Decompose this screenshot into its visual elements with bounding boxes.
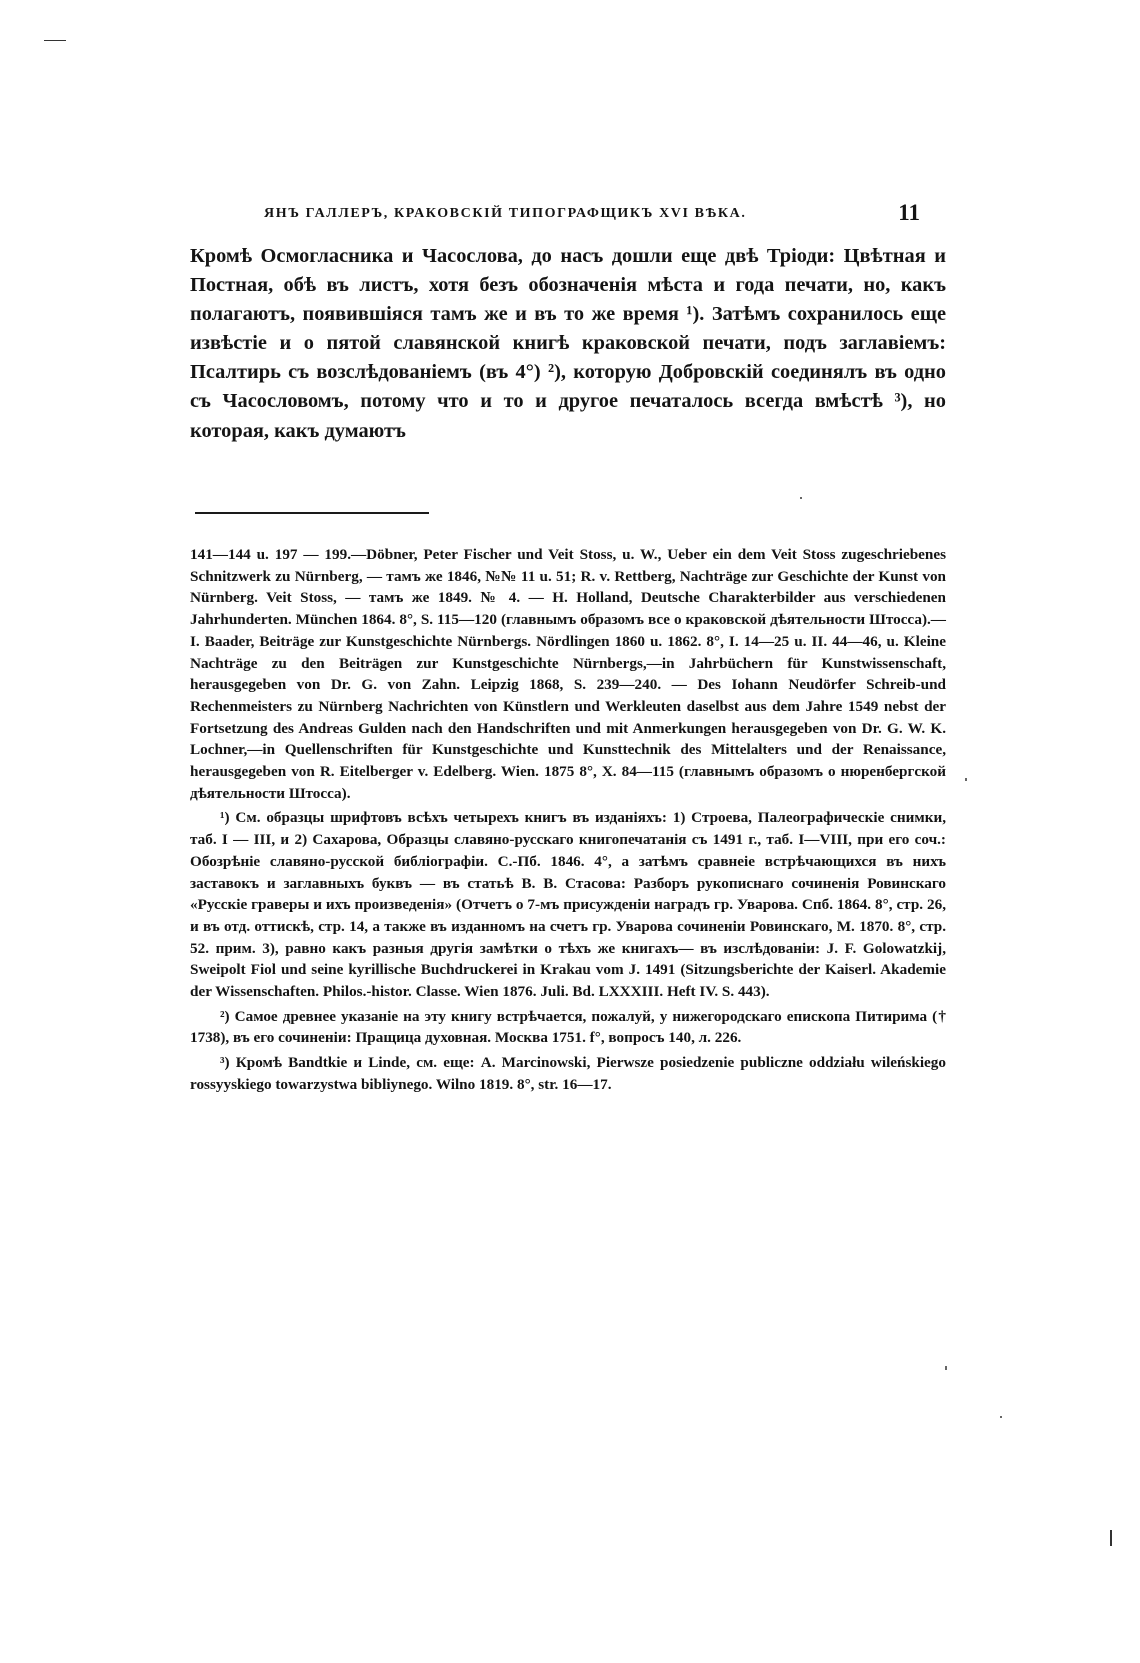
scan-edge-mark [1110,1530,1112,1546]
body-paragraph: Кромѣ Осмогласника и Часослова, до насъ дошли еще двѣ Тріоди: Цвѣтная и Постная, обѣ въ листъ, хотя безъ обозначенія мѣста и года печати, но, какъ полагаютъ, появившіяся тамъ же и въ то же время ¹). Затѣмъ сохранилось еще извѣстіе и о пятой славянской книгѣ краковской печати, подъ заглавіемъ: Псалтирь съ возслѣдованіемъ (въ 4°) ²), которую Добровскій соединялъ въ одно съ Часословомъ, потому что и то и другое печаталось всегда вмѣстѣ ³), но которая, какъ думаютъ [190,245,946,442]
footnotes [190,544,946,1096]
footnote-2: ²) Самое древнее указаніе на эту книгу встрѣчается, пожалуй, у нижегородскаго епископа Питирима († 1738), въ его сочиненіи: Пращица духовная. Москва 1751. f°, вопросъ 140, л. 226. [190,1007,946,1047]
scan-speck [945,1366,947,1370]
scan-speck [965,778,967,781]
running-title: ЯНЪ ГАЛЛЕРЪ, КРАКОВСКІЙ ТИПОГРАФЩИКЪ XVI ВѢКА. [264,206,747,221]
footnote-divider [195,512,429,514]
scan-speck [1000,1416,1002,1418]
scan-edge-mark [44,40,66,41]
page-header [190,200,946,230]
page-number: 11 [898,200,920,225]
footnote-3: ³) Кромѣ Bandtkie и Linde, см. еще: A. Marcinowski, Pierwsze posiedzenie publiczne oddziału wileńskiego rossyyskiego towarzystwa bibliynego. Wilno 1819. 8°, str. 16—17. [190,1054,946,1093]
footnote-1: ¹) См. образцы шрифтовъ всѣхъ четырехъ книгъ въ изданіяхъ: 1) Строева, Палеографическіе снимки, таб. I — III, и 2) Сахарова, Образцы славяно-русскаго книгопечатанія съ 1491 г., таб. I—VIII, при его соч.: Обозрѣніе славяно-русской библіографіи. С.-Пб. 1846. 4°, а затѣмъ сравнеіе встрѣчающихся въ нихъ заставокъ и заглавныхъ буквъ — въ статьѣ В. В. Стасова: Разборъ рукописнаго сочиненія Ровинскаго «Русскіе граверы и ихъ произведенія» (Отчетъ о 7-мъ присужденіи наградъ гр. Уварова. Спб. 1864. 8°, стр. 26, и въ отд. оттискѣ, стр. 14, а также въ изданномъ на счетъ гр. Уварова сочиненіи Ровинскаго, М. 1870. 8°, стр. 52. прим. 3), равно какъ разныя другія замѣтки о тѣхъ же книгахъ— въ изслѣдованіи: J. F. Golowatzkij, Sweipolt Fiol und seine kyrillische Buchdruckerei in Krakau vom J. 1491 (Sitzungsberichte der Kaiserl. Akademie der Wissenschaften. Philos.-histor. Classe. Wien 1876. Juli. Bd. LXXXIII. Heft IV. S. 443). [190,809,946,1001]
scan-speck [800,497,802,499]
footnote-continuation: 141—144 u. 197 — 199.—Döbner, Peter Fischer und Veit Stoss, u. W., Ueber ein dem Veit Stoss zugeschriebenes Schnitzwerk zu Nürnberg, — тамъ же 1846, №№ 11 u. 51; R. v. Rettberg, Nachträge zur Geschichte der Kunst von Nürnberg. Veit Stoss, — тамъ же 1849. № 4. — H. Holland, Deutsche Charakterbilder aus verschiedenen Jahrhunderten. München 1864. 8°, S. 115—120 (главнымъ образомъ все о краковской дѣятельности Штосса).—I. Baader, Beiträge zur Kunstgeschichte Nürnbergs. Nördlingen 1860 u. 1862. 8°, I. 14—25 u. II. 44—46, u. Kleine Nachträge zu den Beiträgen zur Kunstgeschichte Nürnbergs,—in Jahrbüchern für Kunstwissenschaft, herausgegeben von Dr. G. von Zahn. Leipzig 1868, S. 239—240. — Des Iohann Neudörfer Schreib-und Rechenmeisters zu Nürnberg Nachrichten von Künstlern und Werkleuten daselbst aus dem Jahre 1549 nebst der Fortsetzung des Andreas Gulden nach den Handschriften und mit Anmerkungen herausgegeben von Dr. G. W. K. Lochner,—in Quellenschriften für Kunstgeschichte und Kunsttechnik des Mittelalters und der Renaissance, herausgegeben von R. Eitelberger v. Edelberg. Wien. 1875 8°, X. 84—115 (главнымъ образомъ о нюренбергской дѣятельности Штосса). [190,546,946,802]
